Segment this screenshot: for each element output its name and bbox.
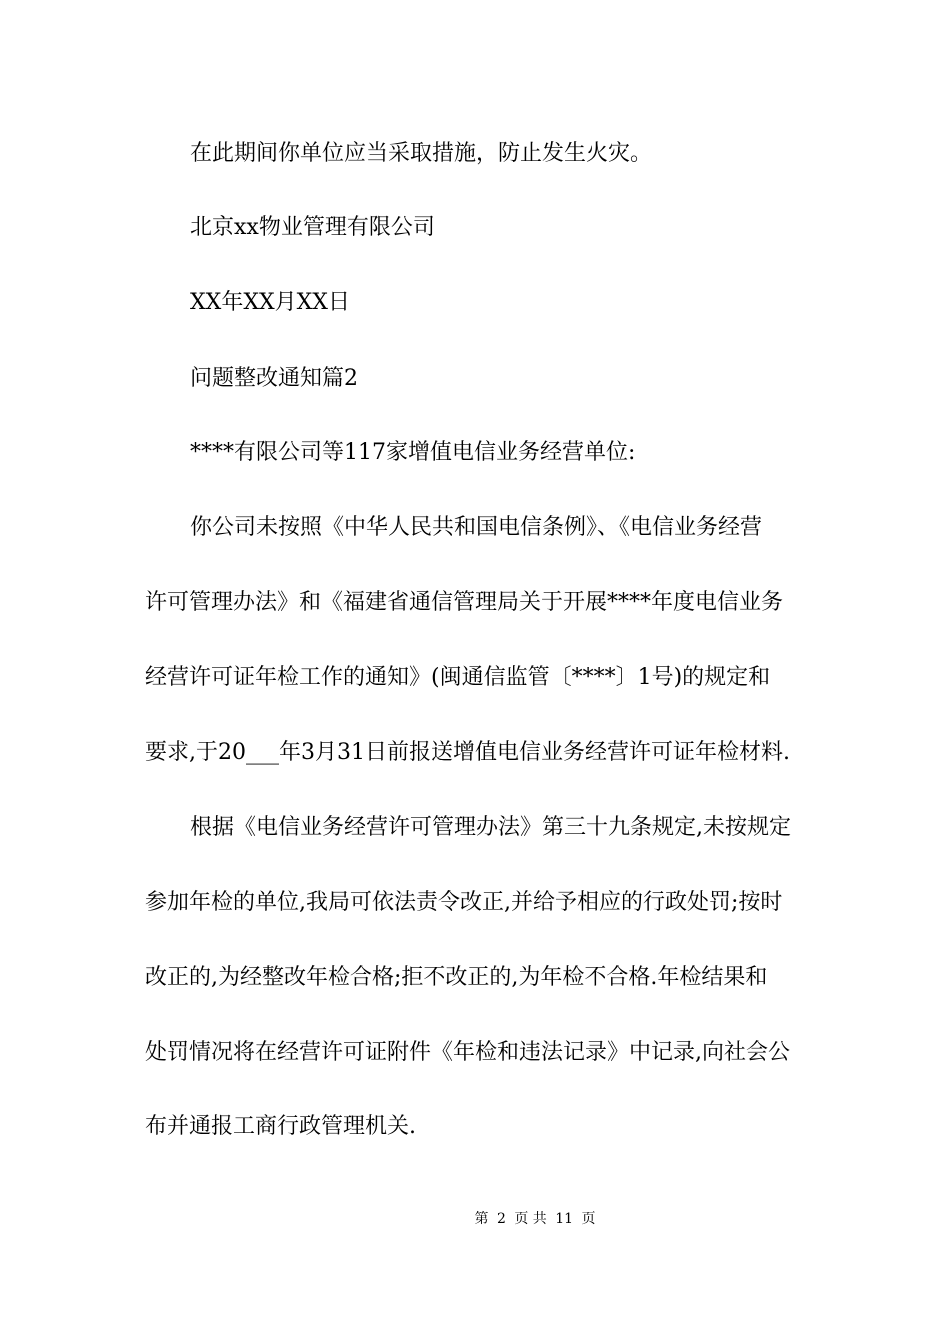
footer-middle: 页 共 (514, 1211, 547, 1227)
paragraph-line: 改正的,为经整改年检合格;拒不改正的,为年检不合格.年检结果和 (145, 965, 768, 990)
footer-suffix: 页 (581, 1211, 596, 1227)
recipient-line: ****有限公司等117家增值电信业务经营单位: (190, 440, 636, 465)
date-line: XX年XX月XX日 (190, 290, 350, 315)
paragraph-line: 布并通报工商行政管理机关. (145, 1114, 416, 1139)
paragraph-line: 你公司未按照《中华人民共和国电信条例》、《电信业务经营 (190, 515, 763, 540)
paragraph-line: 许可管理办法》和《福建省通信管理局关于开展****年度电信业务 (145, 590, 784, 615)
footer-prefix: 第 (474, 1211, 489, 1227)
paragraph-line: 在此期间你单位应当采取措施，防止发生火灾。 (190, 141, 653, 166)
paragraph-line: 经营许可证年检工作的通知》(闽通信监管〔****〕1号)的规定和 (145, 665, 771, 690)
paragraph-line: 根据《电信业务经营许可管理办法》第三十九条规定,未按规定 (190, 815, 791, 840)
footer-page-number: 2 (496, 1211, 506, 1227)
paragraph-line: 参加年检的单位,我局可依法责令改正,并给予相应的行政处罚;按时 (145, 890, 783, 915)
section-title: 问题整改通知篇2 (190, 366, 358, 391)
paragraph-line: 处罚情况将在经营许可证附件《年检和违法记录》中记录,向社会公 (145, 1040, 790, 1065)
footer-total-pages: 11 (555, 1211, 574, 1227)
paragraph-line: 要求,于20___年3月31日前报送增值电信业务经营许可证年检材料. (145, 740, 790, 765)
page-footer (0, 1209, 950, 1229)
company-name: 北京xx物业管理有限公司 (190, 215, 435, 240)
